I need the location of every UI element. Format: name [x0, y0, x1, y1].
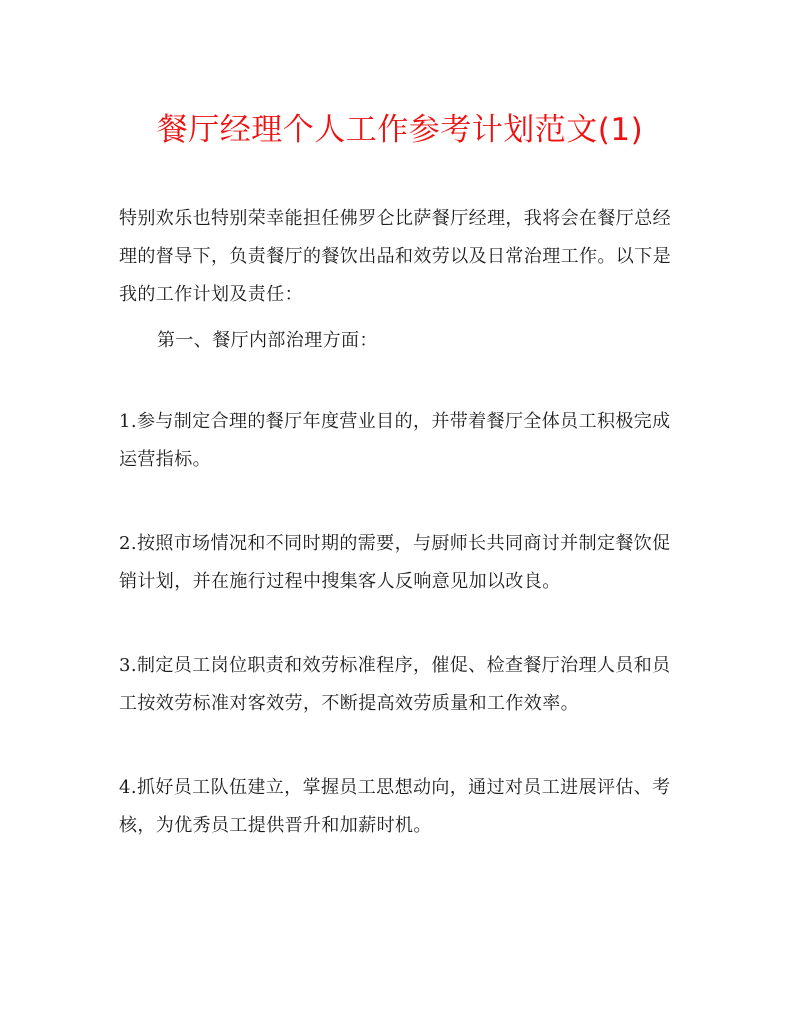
list-item: 3.制定员工岗位职责和效劳标准程序，催促、检查餐厅治理人员和员工按效劳标准对客效劳，不断提高效劳质量和工作效率。: [119, 655, 671, 714]
list-item: 4.抓好员工队伍建立，掌握员工思想动向，通过对员工进展评估、考核，为优秀员工提供晋升和加薪时机。: [119, 777, 671, 836]
list-item: 1.参与制定合理的餐厅年度营业目的，并带着餐厅全体员工积极完成运营指标。: [119, 411, 671, 470]
intro-paragraph: 特别欢乐也特别荣幸能担任佛罗仑比萨餐厅经理，我将会在餐厅总经理的督导下，负责餐厅的餐饮出品和效劳以及日常治理工作。以下是我的工作计划及责任：: [119, 208, 671, 305]
section-heading: 第一、餐厅内部治理方面：: [157, 330, 378, 351]
document-title: 餐厅经理个人工作参考计划范文(1): [156, 112, 644, 148]
list-item: 2.按照市场情况和不同时期的需要，与厨师长共同商讨并制定餐饮促销计划，并在施行过程中搜集客人反响意见加以改良。: [119, 533, 671, 592]
